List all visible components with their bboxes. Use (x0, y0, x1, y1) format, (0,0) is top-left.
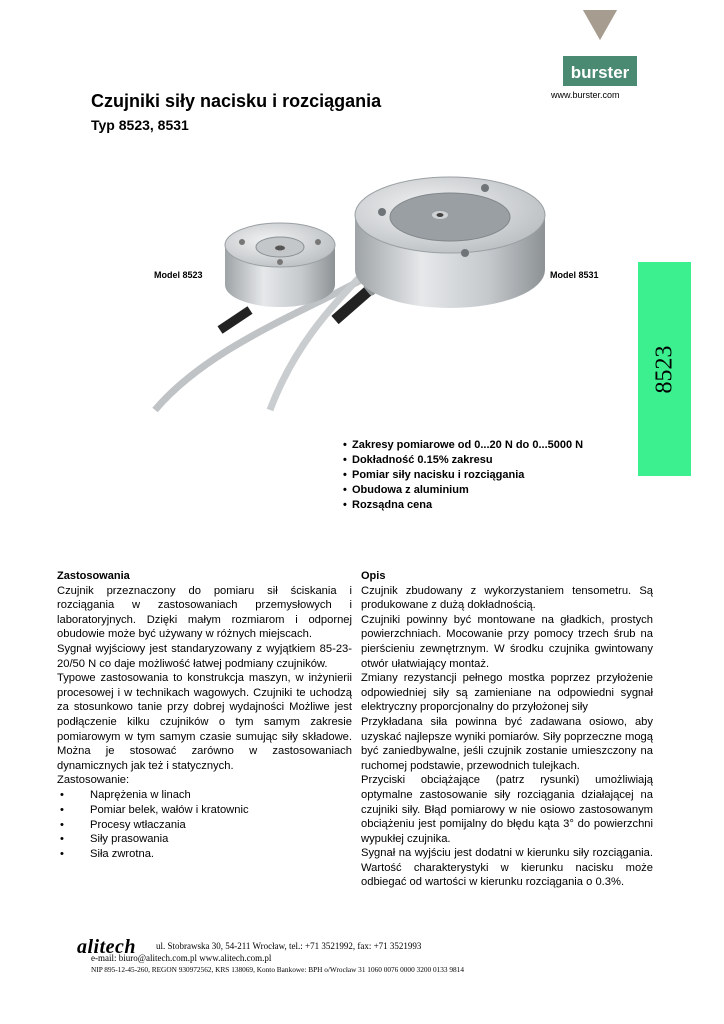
description-paragraph: Przykładana siła powinna być zadawana osiowo, aby uzyskać najlepsze wyniki pomiarów. Siły poprzeczne mogą być zaniedbywalne, jeśli czujnik zostanie umieszczony na ruchomej podstawie, przewodnich tulejkach. (361, 715, 653, 772)
feature-item (343, 498, 583, 513)
list-item: • Pomiar belek, wałów i kratownic (57, 803, 352, 818)
description-section (361, 569, 653, 890)
side-tab-label: 8523 (651, 345, 677, 393)
page-title: Czujniki siły nacisku i rozciągania (91, 91, 382, 111)
applications-paragraph: Typowe zastosowania to konstrukcja maszyn, w inżynierii procesowej i w technikach wagowych. Czujniki te uchodzą za stosunkowo tanie przy dobrej wydajności Możliwe jest podłączenie kilku czujników o tym samym zakresie pomiarowym w tym samym czasie sumując siły składowe. Można je stosować zarówno w zastosowaniach dynamicznych jak też i statycznych. (57, 672, 352, 772)
feature-text: Rozsądna cena (352, 499, 433, 511)
alitech-logo: alitech (77, 936, 137, 958)
feature-text: Pomiar siły nacisku i rozciągania (352, 469, 525, 481)
description-paragraph: Czujnik zbudowany z wykorzystaniem tensometru. Są produkowane z dużą dokładnością. (361, 584, 653, 612)
bullet-icon: • (343, 469, 347, 481)
sensor-8531-screw (481, 184, 489, 192)
sensor-8531-screw (461, 249, 469, 257)
applications-paragraph: Czujnik przeznaczony do pomiaru sił ściskania i rozciągania w zastosowaniach przemysłowych i laboratoryjnych. Dzięki małym rozmiarom i odpornej obudowie może być używany w różnych miejscach. (57, 584, 352, 641)
description-heading: Opis (361, 570, 386, 582)
list-item: • Naprężenia w linach (57, 788, 352, 803)
sensor-8523-screw (315, 239, 321, 245)
page-subtitle: Typ 8523, 8531 (91, 117, 189, 133)
applications-paragraph: Zastosowanie: (57, 774, 130, 787)
footer-company-info: NIP 895-12-45-260, REGON 930972562, KRS 138069, Konto Bankowe: BPH o/Wrocław 31 1060 0076 0000 3200 0133 9814 (91, 965, 464, 974)
feature-item (343, 468, 583, 483)
feature-text: Zakresy pomiarowe od 0...20 N do 0...5000 N (352, 439, 584, 451)
website-link[interactable]: www.burster.com (551, 90, 620, 100)
list-item: • Siła zwrotna. (57, 847, 352, 862)
applications-paragraph: Sygnał wyjściowy jest standaryzowany z wyjątkiem 85-23-20/50 N co daje możliwość łatwej podmiany czujników. (57, 642, 352, 670)
feature-text: Obudowa z aluminium (352, 484, 469, 496)
bullet-icon: • (343, 499, 347, 511)
description-paragraph: Czujniki powinny być montowane na gładkich, prostych powierzchniach. Mocowanie przy pomocy trzech śrub na pierścieniu zewnętrznym. W środku czujnika gwintowany otwór ułatwiający montaż. (361, 613, 653, 670)
feature-item (343, 483, 583, 498)
feature-list (343, 438, 583, 513)
sensor-8531-screw (378, 208, 386, 216)
sensor-8523-screw (239, 239, 245, 245)
applications-heading: Zastosowania (57, 570, 130, 582)
list-item: • Siły prasowania (57, 832, 352, 847)
bullet-icon: • (343, 454, 347, 466)
applications-section (57, 569, 352, 862)
description-paragraph: Sygnał na wyjściu jest dodatni w kierunku siły rozciągania. Wartość charakterystyki w kierunku nacisku może odbiegać od wartości w kierunku rozciągania o 0.3%. (361, 847, 653, 889)
list-item: • Procesy wtłaczania (57, 818, 352, 833)
feature-item (343, 453, 583, 468)
applications-list (57, 788, 352, 862)
description-paragraph: Zmiany rezystancji pełnego mostka poprzez przyłożenie odpowiedniej siły są zamieniane na odpowiedni sygnał elektryczny proporcjonalny do przyłożonej siły (361, 672, 653, 714)
sensor-8531-hole (437, 213, 444, 217)
bullet-icon: • (343, 484, 347, 496)
product-photo (150, 170, 630, 415)
description-paragraph: Przyciski obciążające (patrz rysunki) umożliwiają optymalne zastosowanie siły rozciągania działającej na czujniki siły. Błąd pomiarowy w nie osiowo zastosowanym obciążeniu jest pomijalny do błędu kąta 3° do powierzchni wypukłej czujnika. (361, 774, 653, 845)
footer-contact: e-mail: biuro@alitech.com.pl www.alitech.com.pl (91, 953, 272, 963)
sensor-8523-screw (277, 259, 283, 265)
sensor-8523-hole (275, 246, 285, 251)
burster-logo (563, 10, 637, 86)
model-label-8523: Model 8523 (154, 270, 203, 280)
side-tab (638, 262, 691, 476)
feature-item (343, 438, 583, 453)
bullet-icon: • (343, 439, 347, 451)
feature-text: Dokładność 0.15% zakresu (352, 454, 493, 466)
logo-text: burster (570, 63, 630, 82)
model-label-8531: Model 8531 (550, 270, 599, 280)
sensor-8531-center (390, 193, 510, 241)
strain-relief-8523 (220, 310, 250, 330)
footer-address: ul. Stobrawska 30, 54-211 Wrocław, tel.: +71 3521992, fax: +71 3521993 (156, 941, 422, 951)
